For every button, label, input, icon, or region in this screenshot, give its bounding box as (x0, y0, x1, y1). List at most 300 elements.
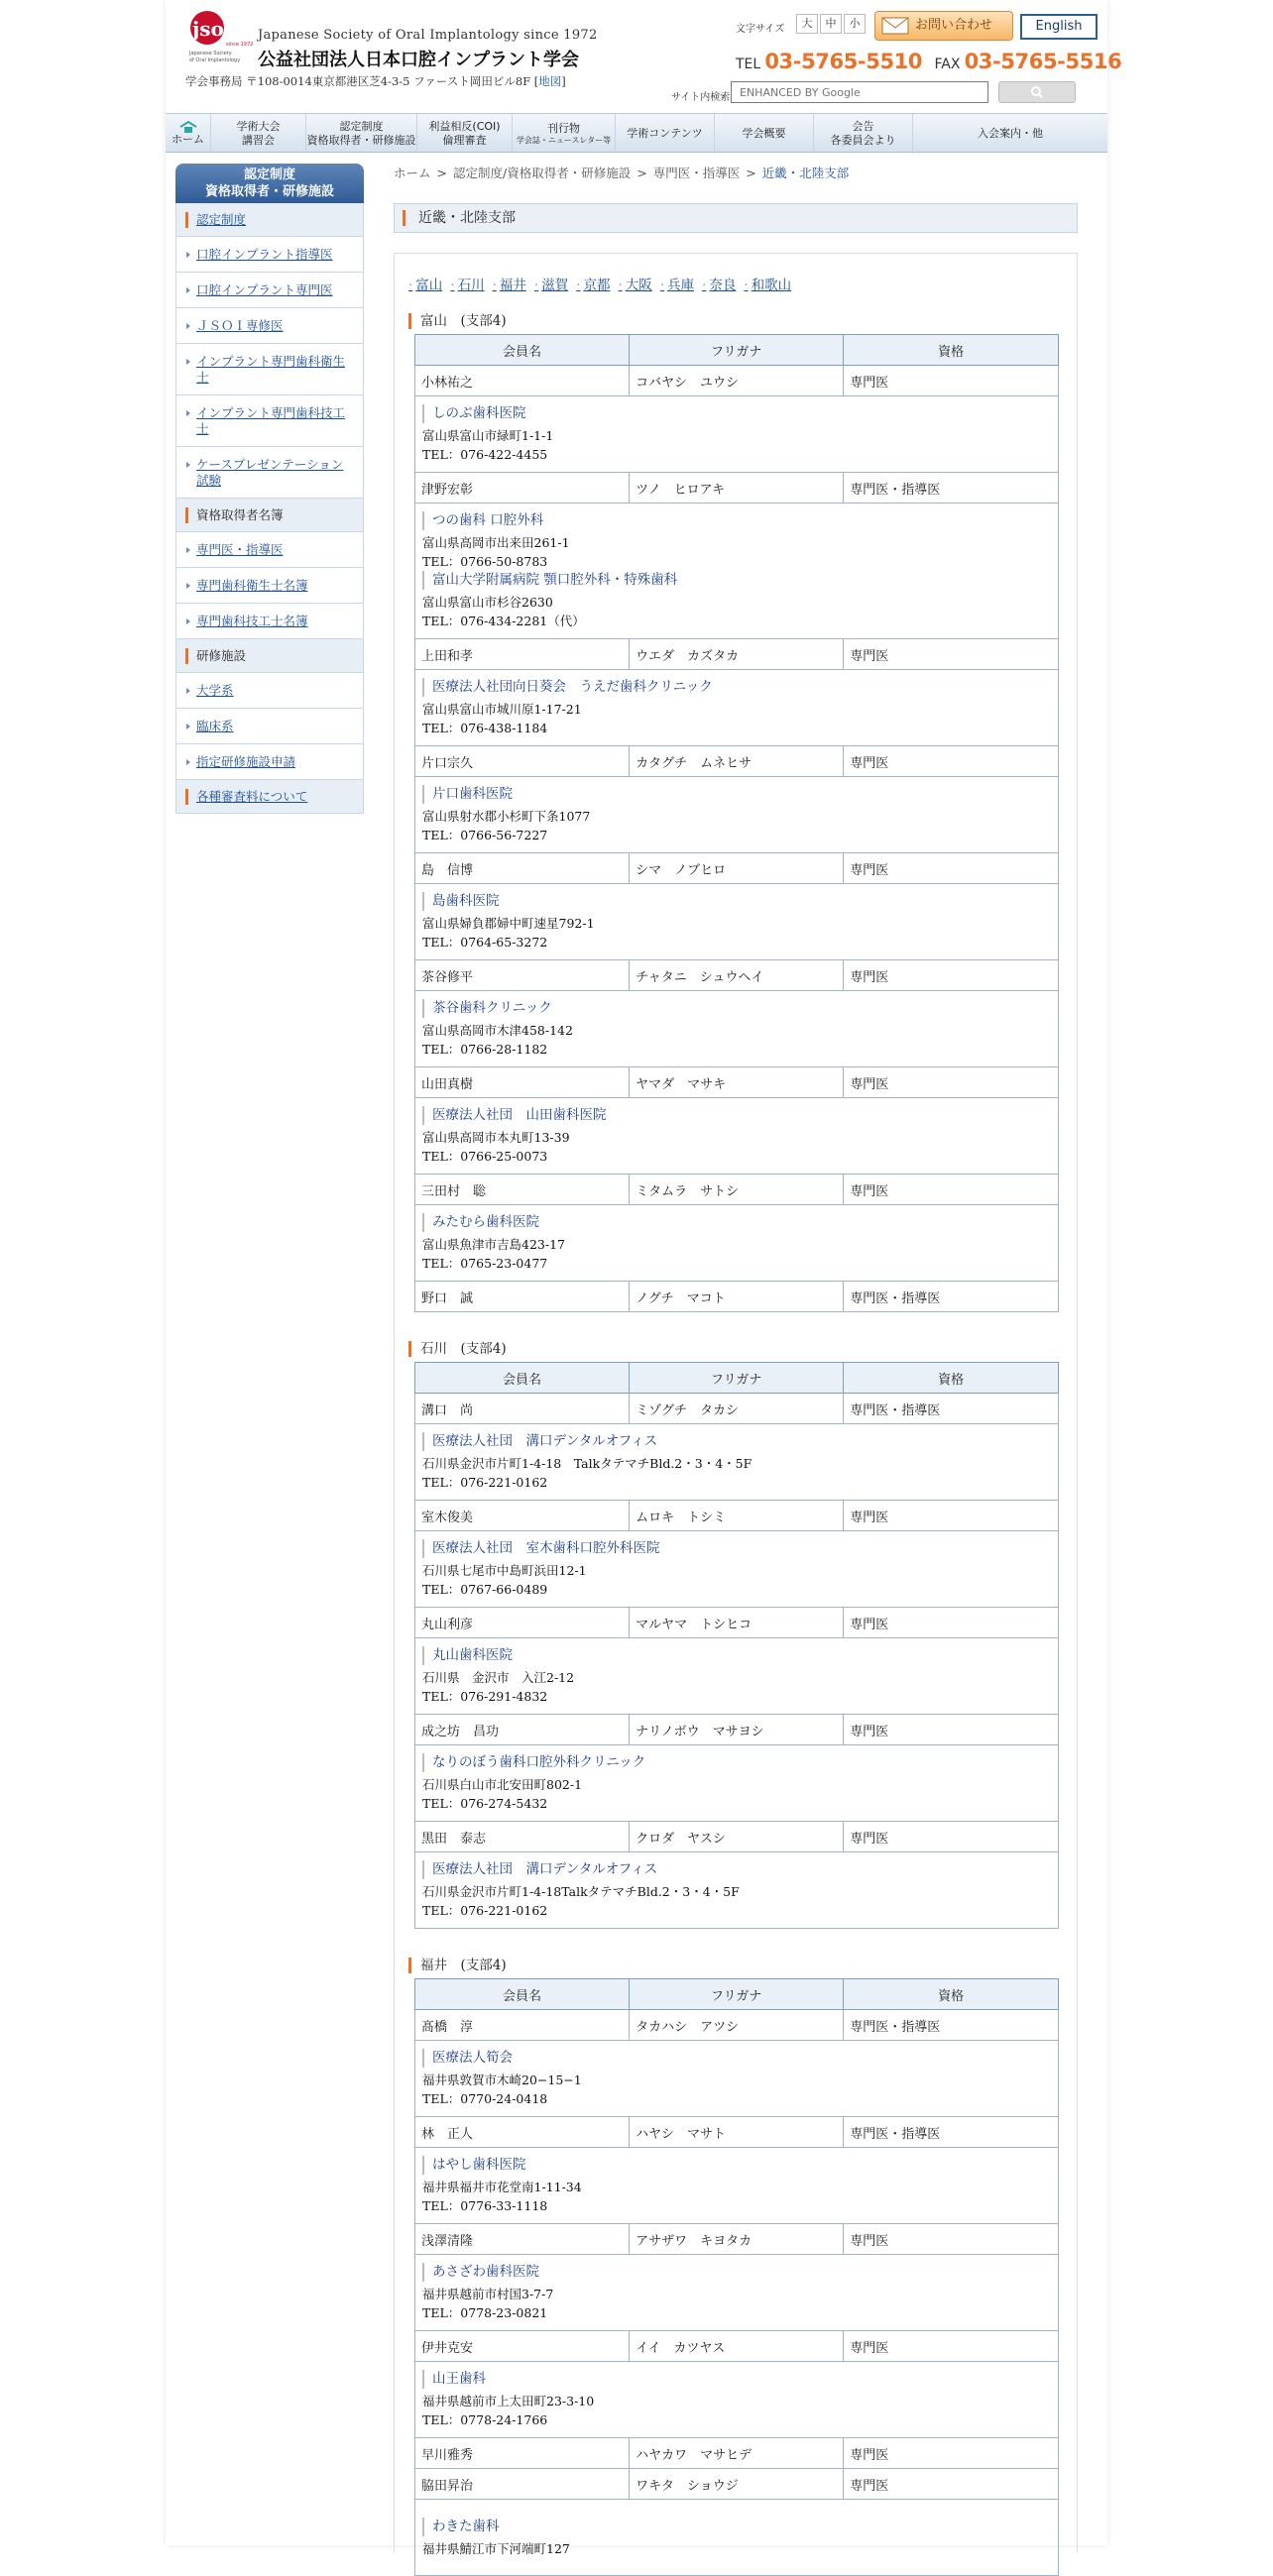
member-kana: マルヤマ トシヒコ (630, 1608, 844, 1638)
clinic-name: 茶谷歯科クリニック (422, 999, 1051, 1018)
clinic-row (415, 1852, 1059, 1929)
member-row (415, 473, 1059, 504)
clinic-info (422, 1539, 1051, 1599)
member-qualification: 専門医 (844, 853, 1059, 884)
clinic-name: みたむら歯科医院 (422, 1213, 1051, 1232)
member-qualification: 専門医 (844, 1067, 1059, 1098)
clinic-cell (415, 1531, 1059, 1608)
clinic-name: わきた歯科 (422, 2518, 1051, 2536)
nav-certification[interactable] (306, 114, 417, 154)
sidebar (175, 164, 364, 814)
clinic-detail-line: TEL：076-274-5432 (422, 1796, 548, 1811)
member-row (415, 1067, 1059, 1098)
table-header-cell: フリガナ (630, 335, 844, 366)
member-name: 山田真樹 (415, 1067, 630, 1098)
sidebar-item-1[interactable]: 口腔インプラント指導医 (175, 237, 364, 273)
member-row (415, 1175, 1059, 1205)
clinic-row (415, 2500, 1059, 2576)
breadcrumb-item[interactable]: 認定制度/資格取得者・研修施設 (453, 166, 632, 180)
member-row (415, 2010, 1059, 2041)
clinic-row (415, 396, 1059, 473)
table-header-cell: フリガナ (630, 1363, 844, 1394)
member-kana: ツノ ヒロアキ (630, 473, 844, 504)
clinic-detail-line: 石川県金沢市片町1-4-18 TalkタテマチBld.2・3・4・5F (422, 1456, 752, 1471)
clinic-detail-line: 富山県高岡市出来田261-1 (422, 535, 570, 550)
clinic-row (415, 2362, 1059, 2438)
prefecture-links (408, 274, 799, 293)
member-kana: タカハシ アツシ (630, 2010, 844, 2041)
clinic-row (415, 1638, 1059, 1715)
clinic-detail-line: TEL：0766-25-0073 (422, 1149, 548, 1164)
member-row (415, 2438, 1059, 2469)
sidebar-item-10[interactable]: 専門歯科技工士名簿 (175, 604, 364, 639)
clinic-detail-line: TEL：076-438-1184 (422, 721, 548, 735)
clinic-info (422, 1646, 1051, 1706)
member-name: 津野宏彰 (415, 473, 630, 504)
clinic-detail-line: 福井県越前市上太田町23-3-10 (422, 2394, 595, 2408)
search-button[interactable] (998, 81, 1076, 103)
sidebar-title-line1: 認定制度 (243, 168, 295, 182)
clinic-detail-line: TEL：0767-66-0489 (422, 1582, 548, 1597)
map-link[interactable]: 地図 (538, 74, 562, 88)
member-kana: コバヤシ ユウシ (630, 366, 844, 396)
fax-label: FAX (934, 56, 961, 72)
clinic-info (422, 2518, 1051, 2558)
table-header-row (415, 1363, 1059, 1394)
member-qualification: 専門医・指導医 (844, 1394, 1059, 1424)
member-name: 脇田昇治 (415, 2469, 630, 2500)
clinic-info (422, 1753, 1051, 1813)
clinic-cell (415, 2041, 1059, 2117)
logo-mark-text: jsoi (192, 17, 232, 41)
sidebar-item-13[interactable]: 臨床系 (175, 709, 364, 744)
english-button[interactable]: English (1020, 14, 1098, 40)
member-name: 片口宗久 (415, 746, 630, 777)
clinic-cell (415, 884, 1059, 960)
font-size-medium-button[interactable]: 中 (820, 14, 842, 34)
member-qualification: 専門医 (844, 639, 1059, 670)
clinic-row (415, 1098, 1059, 1175)
member-row (415, 1822, 1059, 1852)
section-heading: 石川 (支部4) (408, 1339, 507, 1359)
clinic-detail-line: TEL：0770-24-0418 (422, 2091, 548, 2106)
member-name: 髙橋 淳 (415, 2010, 630, 2041)
member-row (415, 2224, 1059, 2255)
clinic-info (422, 1860, 1051, 1920)
member-qualification: 専門医 (844, 2331, 1059, 2362)
member-name: 丸山利彦 (415, 1608, 630, 1638)
sidebar-item-12[interactable]: 大学系 (175, 673, 364, 709)
clinic-name: 医療法人社団 室木歯科口腔外科医院 (422, 1539, 1051, 1558)
member-table (414, 334, 1059, 1312)
member-row (415, 639, 1059, 670)
clinic-detail-line: 富山県富山市城川原1-17-21 (422, 702, 582, 717)
member-table (414, 1362, 1059, 1929)
clinic-info (422, 2156, 1051, 2215)
member-table (414, 1978, 1059, 2576)
sidebar-item-6[interactable]: ケースプレゼンテーション試験 (175, 447, 364, 499)
prefecture-link[interactable]: · 和歌山 (744, 274, 791, 293)
clinic-cell (415, 2148, 1059, 2224)
sidebar-section-15[interactable]: 各種審査料について (175, 780, 364, 814)
clinic-info (422, 678, 1051, 737)
nav-publications[interactable] (513, 114, 616, 154)
section-heading: 福井 (支部4) (408, 1956, 507, 1975)
clinic-info (422, 2049, 1051, 2108)
org-name-en: Japanese Society of Oral Implantology since 1972 (258, 28, 598, 43)
tel-label: TEL (736, 56, 761, 72)
clinic-cell (415, 1638, 1059, 1715)
member-name: 成之坊 昌功 (415, 1715, 630, 1745)
clinic-name: 丸山歯科医院 (422, 1646, 1051, 1665)
clinic-row (415, 2041, 1059, 2117)
table-header-cell: 会員名 (415, 1979, 630, 2010)
member-qualification: 専門医 (844, 366, 1059, 396)
clinic-info (422, 1213, 1051, 1273)
clinic-detail-line: 富山県魚津市吉島423-17 (422, 1237, 565, 1252)
clinic-name: はやし歯科医院 (422, 2156, 1051, 2175)
clinic-info (422, 892, 1051, 952)
nav-conference-l2: 講習会 (242, 134, 275, 147)
breadcrumb (394, 164, 849, 181)
sidebar-item-8[interactable]: 専門医・指導医 (175, 532, 364, 568)
member-name: 早川雅秀 (415, 2438, 630, 2469)
clinic-row (415, 504, 1059, 639)
member-kana: ハヤカワ マサヒデ (630, 2438, 844, 2469)
prefecture-link[interactable]: · 滋賀 (534, 274, 568, 293)
nav-home-label: ホーム (172, 133, 204, 146)
prefecture-link[interactable]: · 石川 (450, 274, 484, 293)
table-header-cell: フリガナ (630, 1979, 844, 2010)
search-icon (999, 82, 1077, 102)
sidebar-title (175, 164, 364, 203)
clinic-row (415, 1205, 1059, 1282)
clinic-name: あさざわ歯科医院 (422, 2263, 1051, 2282)
member-row (415, 960, 1059, 991)
nav-certification-l1: 認定制度 (339, 120, 384, 133)
clinic-info (422, 2263, 1051, 2322)
nav-conference[interactable] (211, 114, 306, 154)
clinic-detail-line: 福井県福井市花堂南1-11-34 (422, 2180, 582, 2194)
logo-since: since 1972 (226, 42, 254, 48)
member-row (415, 2331, 1059, 2362)
member-kana: ミタムラ サトシ (630, 1175, 844, 1205)
clinic-cell (415, 1424, 1059, 1501)
clinic-detail-line: 石川県金沢市片町1-4-18TalkタテマチBld.2・3・4・5F (422, 1884, 740, 1899)
member-kana: ハヤシ マサト (630, 2117, 844, 2148)
clinic-name: 医療法人筍会 (422, 2049, 1051, 2068)
sidebar-section-11: 研修施設 (175, 639, 364, 673)
clinic-detail-line: 富山県富山市緑町1-1-1 (422, 428, 554, 443)
phone-fax (736, 50, 1121, 73)
nav-notices-l2: 各委員会より (830, 134, 896, 147)
nav-membership[interactable] (913, 114, 1107, 154)
member-qualification: 専門医・指導医 (844, 473, 1059, 504)
member-name: 伊井克安 (415, 2331, 630, 2362)
member-kana: シマ ノブヒロ (630, 853, 844, 884)
member-name: 茶谷修平 (415, 960, 630, 991)
clinic-row (415, 991, 1059, 1067)
table-header-cell: 資格 (844, 335, 1059, 366)
member-row (415, 1501, 1059, 1531)
breadcrumb-item[interactable]: 専門医・指導医 (652, 166, 741, 180)
table-header-cell: 資格 (844, 1979, 1059, 2010)
clinic-detail-line: TEL：0778-23-0821 (422, 2305, 548, 2320)
member-qualification: 専門医・指導医 (844, 2010, 1059, 2041)
tel-number: 03-5765-5510 (764, 50, 923, 73)
clinic-detail-line: TEL：076-291-4832 (422, 1689, 548, 1704)
nav-membership-label: 入会案内・他 (978, 127, 1043, 140)
clinic-row (415, 777, 1059, 853)
clinic-name: 島歯科医院 (422, 892, 1051, 911)
prefecture-link[interactable]: · 兵庫 (660, 274, 694, 293)
nav-notices-l1: 会告 (852, 120, 874, 133)
nav-about[interactable] (715, 114, 814, 154)
nav-coi-l1: 利益相反(COI) (428, 120, 501, 133)
nav-certification-l2: 資格取得者・研修施設 (306, 134, 416, 147)
member-kana: ミゾグチ タカシ (630, 1394, 844, 1424)
sidebar-item-2[interactable]: 口腔インプラント専門医 (175, 273, 364, 308)
clinic-row (415, 2148, 1059, 2224)
logo-caption-2: of Oral Implantology (189, 57, 241, 63)
member-qualification: 専門医 (844, 1715, 1059, 1745)
member-row (415, 2469, 1059, 2500)
font-size-large-button[interactable]: 大 (796, 14, 818, 34)
nav-conference-l1: 学術大会 (236, 120, 281, 133)
clinic-detail-line: TEL：0776-33-1118 (422, 2198, 548, 2213)
prefecture-link[interactable]: · 富山 (408, 274, 442, 293)
site-header (166, 0, 1122, 113)
org-name-ja: 公益社団法人日本口腔インプラント学会 (258, 50, 579, 70)
sidebar-item-14[interactable]: 指定研修施設申請 (175, 744, 364, 780)
clinic-cell (415, 2362, 1059, 2438)
table-header-cell: 会員名 (415, 335, 630, 366)
clinic-detail-line: 福井県鯖江市下河端町127 (422, 2540, 570, 2556)
clinic-name: 医療法人社団 山田歯科医院 (422, 1106, 1051, 1125)
member-name: 島 信博 (415, 853, 630, 884)
clinic-name: 医療法人社団向日葵会 うえだ歯科クリニック (422, 678, 1051, 697)
nav-publications-l2: 学会誌・ニュースレター等 (516, 136, 612, 145)
content-panel (394, 253, 1078, 2556)
clinic-name: 富山大学附属病院 顎口腔外科・特殊歯科 (422, 571, 1051, 590)
sidebar-section-7: 資格取得者名簿 (175, 499, 364, 532)
site-search-label: サイト内検索 (671, 92, 731, 103)
sidebar-item-5[interactable]: インプラント専門歯科技工士 (175, 395, 364, 447)
sidebar-item-3[interactable]: ＪＳＯＩ専修医 (175, 308, 364, 344)
clinic-name: 医療法人社団 溝口デンタルオフィス (422, 1860, 1051, 1879)
clinic-row (415, 2255, 1059, 2331)
address-text: 学会事務局 〒108-0014東京都港区芝4-3-5 ファースト岡田ビル8F (185, 74, 531, 88)
search-input[interactable] (731, 81, 988, 103)
nav-notices[interactable] (814, 114, 913, 154)
clinic-detail-line: TEL：076-422-4455 (422, 447, 548, 462)
member-name: 野口 誠 (415, 1282, 630, 1312)
member-qualification: 専門医 (844, 2438, 1059, 2469)
nav-coi-l2: 倫理審査 (442, 134, 487, 147)
member-qualification: 専門医 (844, 746, 1059, 777)
member-qualification: 専門医 (844, 1822, 1059, 1852)
member-kana: ムロキ トシミ (630, 1501, 844, 1531)
clinic-cell (415, 1205, 1059, 1282)
nav-coi[interactable] (417, 114, 513, 154)
jsoi-logo[interactable] (183, 8, 254, 65)
clinic-detail-line: TEL：0778-24-1766 (422, 2412, 548, 2427)
clinic-detail-line: TEL：0766-28-1182 (422, 1042, 548, 1057)
member-row (415, 1715, 1059, 1745)
member-qualification: 専門医・指導医 (844, 2117, 1059, 2148)
clinic-name: 医療法人社団 溝口デンタルオフィス (422, 1432, 1051, 1451)
member-row (415, 2117, 1059, 2148)
clinic-detail-line: 富山県富山市杉谷2630 (422, 595, 553, 610)
member-row (415, 853, 1059, 884)
clinic-detail-line: TEL：0766-50-8783 (422, 554, 548, 569)
home-icon (179, 121, 197, 133)
member-qualification: 専門医 (844, 2224, 1059, 2255)
clinic-detail-line: 富山県高岡市本丸町13-39 (422, 1130, 570, 1145)
clinic-detail-line: 石川県白山市北安田町802-1 (422, 1777, 583, 1792)
nav-about-label: 学会概要 (742, 127, 786, 140)
clinic-name: なりのぼう歯科口腔外科クリニック (422, 1753, 1051, 1772)
member-kana: ノグチ マコト (630, 1282, 844, 1312)
member-kana: ナリノボウ マサヨシ (630, 1715, 844, 1745)
member-qualification: 専門医 (844, 1608, 1059, 1638)
page (166, 0, 1122, 2556)
table-header-cell: 資格 (844, 1363, 1059, 1394)
clinic-name: 山王歯科 (422, 2370, 1051, 2389)
clinic-row (415, 670, 1059, 746)
clinic-info (422, 2370, 1051, 2429)
clinic-info (422, 999, 1051, 1059)
clinic-info (422, 404, 1051, 464)
nav-publications-l1: 刊行物 (547, 122, 580, 135)
clinic-info (422, 785, 1051, 844)
clinic-detail-line: 福井県敦賀市木崎20−15−1 (422, 2072, 582, 2087)
sidebar-items (175, 203, 364, 814)
clinic-cell (415, 991, 1059, 1067)
clinic-row (415, 884, 1059, 960)
contact-button[interactable] (874, 11, 1013, 41)
main-nav (166, 113, 1107, 153)
breadcrumb-current: 近畿・北陸支部 (761, 166, 850, 180)
prefecture-link[interactable]: · 京都 (576, 274, 610, 293)
member-row (415, 1608, 1059, 1638)
clinic-row (415, 1424, 1059, 1501)
page-title: 近畿・北陸支部 (394, 203, 1078, 233)
clinic-info (422, 1106, 1051, 1166)
breadcrumb-sep: > (636, 166, 647, 180)
clinic-cell (415, 670, 1059, 746)
member-qualification: 専門医・指導医 (844, 1282, 1059, 1312)
member-kana: イイ カツヤス (630, 2331, 844, 2362)
clinic-row (415, 1531, 1059, 1608)
clinic-detail-line: TEL：0765-23-0477 (422, 1256, 548, 1271)
clinic-detail-line: 富山県高岡市木津458-142 (422, 1023, 573, 1038)
member-name: 溝口 尚 (415, 1394, 630, 1424)
member-name: 小林祐之 (415, 366, 630, 396)
font-size-label: 文字サイズ (736, 24, 785, 35)
prefecture-link[interactable]: · 福井 (493, 274, 526, 293)
member-kana: ワキタ ショウジ (630, 2469, 844, 2500)
contact-label: お問い合わせ (915, 18, 993, 33)
clinic-info (422, 511, 1051, 630)
member-qualification: 専門医 (844, 1501, 1059, 1531)
section-heading: 富山 (支部4) (408, 311, 507, 331)
sidebar-item-9[interactable]: 専門歯科衛生士名簿 (175, 568, 364, 604)
member-name: 黒田 泰志 (415, 1822, 630, 1852)
mail-icon (881, 16, 909, 36)
clinic-name: 片口歯科医院 (422, 785, 1051, 804)
clinic-detail-line: TEL：0766-56-7227 (422, 828, 548, 842)
member-row (415, 1282, 1059, 1312)
sidebar-title-line2: 資格取得者・研修施設 (204, 184, 334, 199)
clinic-name: つの歯科 口腔外科 (422, 511, 1051, 530)
clinic-cell (415, 2255, 1059, 2331)
clinic-detail-line: TEL：076-221-0162 (422, 1903, 548, 1918)
office-address: 学会事務局 〒108-0014東京都港区芝4-3-5 ファースト岡田ビル8F [地図] (185, 74, 566, 88)
member-qualification: 専門医 (844, 2469, 1059, 2500)
clinic-name: しのぶ歯科医院 (422, 404, 1051, 423)
nav-academic-content-label: 学術コンテンツ (627, 127, 703, 140)
clinic-cell (415, 504, 1059, 639)
clinic-cell (415, 396, 1059, 473)
member-kana: ヤマダ マサキ (630, 1067, 844, 1098)
member-name: 林 正人 (415, 2117, 630, 2148)
breadcrumb-sep: > (746, 166, 756, 180)
member-name: 室木俊美 (415, 1501, 630, 1531)
clinic-detail-line: 富山県婦負郡婦中町速星792-1 (422, 916, 595, 931)
table-header-row (415, 335, 1059, 366)
table-header-cell: 会員名 (415, 1363, 630, 1394)
font-size-small-button[interactable]: 小 (844, 14, 866, 34)
clinic-cell (415, 1098, 1059, 1175)
member-name: 浅澤清隆 (415, 2224, 630, 2255)
sidebar-item-4[interactable]: インプラント専門歯科衛生士 (175, 344, 364, 395)
member-row (415, 746, 1059, 777)
fax-number: 03-5765-5516 (964, 50, 1122, 73)
nav-academic-content[interactable] (616, 114, 715, 154)
clinic-cell (415, 1745, 1059, 1822)
clinic-detail-line: 富山県射水郡小杉町下条1077 (422, 809, 591, 824)
nav-home[interactable] (166, 114, 211, 154)
member-name: 三田村 聡 (415, 1175, 630, 1205)
clinic-info (422, 1432, 1051, 1492)
member-kana: クロダ ヤスシ (630, 1822, 844, 1852)
member-name: 上田和孝 (415, 639, 630, 670)
member-row (415, 366, 1059, 396)
member-kana: ウエダ カズタカ (630, 639, 844, 670)
breadcrumb-item[interactable]: ホーム (394, 166, 431, 180)
clinic-detail-line: 福井県越前市村国3-7-7 (422, 2287, 554, 2301)
prefecture-link[interactable]: · 大阪 (618, 274, 651, 293)
clinic-detail-line: TEL：076-221-0162 (422, 1475, 548, 1490)
member-kana: カタグチ ムネヒサ (630, 746, 844, 777)
logo-caption-1: Japanese Society (189, 51, 232, 56)
clinic-detail-line: TEL：0764-65-3272 (422, 935, 548, 950)
clinic-row (415, 1745, 1059, 1822)
table-header-row (415, 1979, 1059, 2010)
clinic-detail-line: TEL：076-434-2281（代） (422, 614, 585, 628)
sidebar-section-0[interactable]: 認定制度 (175, 203, 364, 237)
breadcrumb-sep: > (436, 166, 447, 180)
prefecture-link[interactable]: · 奈良 (702, 274, 736, 293)
clinic-cell (415, 1852, 1059, 1929)
member-kana: アサザワ キヨタカ (630, 2224, 844, 2255)
clinic-detail-line: 石川県七尾市中島町浜田12-1 (422, 1563, 587, 1578)
clinic-cell (415, 2500, 1059, 2576)
member-kana: チャタニ シュウヘイ (630, 960, 844, 991)
member-qualification: 専門医 (844, 1175, 1059, 1205)
clinic-cell (415, 777, 1059, 853)
